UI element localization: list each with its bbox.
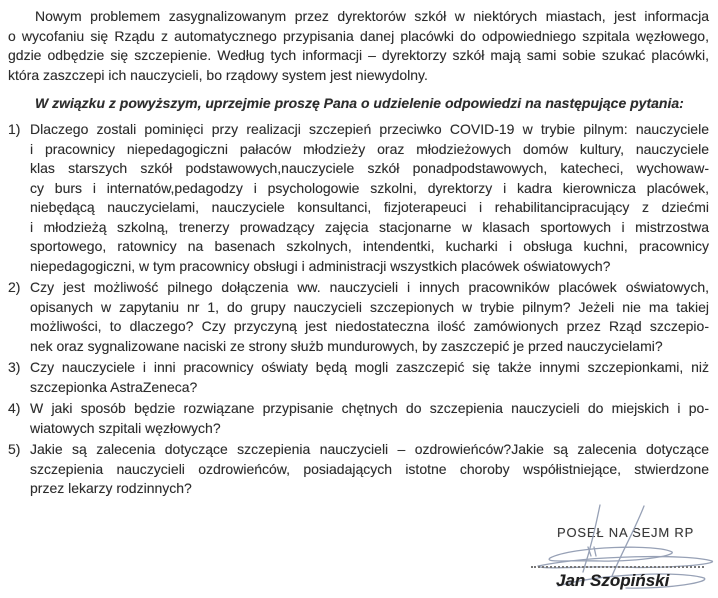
question-line: cy burs i internatów,pedagodzy i psychologowie szkolni, dyrektorzy i kadra kierownicza placówek, [30,179,709,196]
question-line: przez lekarzy rodzinnych? [30,480,192,497]
signature-role-title: POSEŁ NA SEJM RP [557,525,695,540]
intro-line: która zaszczepi ich nauczycieli, bo rządowy system jest niewydolny. [8,66,428,83]
question-item-4 [8,399,709,438]
intro-line: o wycofaniu się Rządu z automatycznego przypisania danej placówki do odpowiedniego szpitala węzłowego, [8,27,709,44]
question-item-3 [8,358,709,397]
signature-name: Jan Szopiński [556,571,670,590]
question-line: i młodzieżą szkolną, trenerzy prowadzący zajęcia stacjonarne w klasach sportowych i mistrzostwa [30,218,709,235]
question-line: sportowego, ratownicy na basenach szkolnych, intendentki, kucharki i obsługa kuchni, pracownicy [30,238,709,255]
question-item-1 [8,120,709,276]
question-number: 2) [8,279,21,296]
question-line: niepedagogiczni, w tym pracownicy obsługi i administracji wszystkich placówek oświatowych? [30,257,611,274]
letter-body [8,7,709,501]
question-text [30,358,709,397]
question-line: i pracownicy niepedagogiczni pałaców młodzieży oraz młodzieżowych domów kultury, nauczyciele [30,140,709,157]
question-line: Jakie są zalecenia dotyczące szczepienia nauczycieli – ozdrowieńców?Jakie są zalecenia dotyczące [30,441,709,458]
question-text [30,399,709,438]
question-text [30,440,709,499]
question-line: Dlaczego zostali pominięci przy realizacji szczepień przeciwko COVID-19 w trybie pilnym: nauczyciele [30,121,709,138]
signature-stroke [588,547,596,556]
question-number: 3) [8,359,21,376]
question-item-5 [8,440,709,499]
intro-line: Nowym problemem zasygnalizowanym przez dyrektorów szkół w niektórych miastach, jest informacja [35,8,709,24]
question-number: 1) [8,121,21,138]
question-number: 4) [8,400,21,417]
question-line: Czy nauczyciele i inni pracownicy oświaty będą mogli zaszczepić się także innymi szczepionkami, niż [30,359,709,376]
question-line: szczepienia nauczycieli ozdrowieńców, posiadających istotne choroby współistniejące, stwierdzone [30,460,709,477]
question-line: klas starszych szkół podstawowych,nauczyciele szkół ponadpodstawowych, katecheci, wychowaw- [30,160,709,177]
question-line: opisanych w zapytaniu nr 1, do grupy nauczycieli szczepionych w trybie pilnym? Jeżeli nie ma takiej [30,298,709,315]
questions-list [8,120,709,499]
intro-paragraph [8,7,709,85]
question-line: szczepionka AstraZeneca? [30,378,198,395]
question-item-2 [8,278,709,356]
question-line: W jaki sposób będzie rozwiązane przypisanie chętnych do szczepienia nauczycieli do miejskich i po- [30,400,709,417]
question-line: niebędącą nauczycielami, nauczyciele konsultanci, fizjoterapeuci i rehabilitancipracujący z dziećmi [30,199,709,216]
intro-line: gdzie odbędzie się szczepienie. Według tych informacji – dyrektorzy szkół mają sami sobie szukać placówki, [8,47,709,64]
question-number: 5) [8,441,21,458]
request-heading: W związku z powyższym, uprzejmie proszę Pana o udzielenie odpowiedzi na następujące pytania: [35,95,684,112]
question-line: wiatowych szpitali węzłowych? [30,419,221,436]
question-text [30,120,709,276]
signature-stroke [549,547,672,561]
question-line: nek oraz sygnalizowane naciski ze strony służb mundurowych, by zaszczepić je przed nauczycielami? [30,337,663,354]
question-line: możliwości, to dlaczego? Czy przyczyną jest niedostateczna ilość zamówionych przez Rząd szczepio- [30,318,709,335]
question-line: Czy jest możliwość pilnego dołączenia ww. nauczycieli i innych pracowników placówek oświatowych, [30,279,709,296]
signature-dotted-line [531,566,704,568]
question-text [30,278,709,356]
